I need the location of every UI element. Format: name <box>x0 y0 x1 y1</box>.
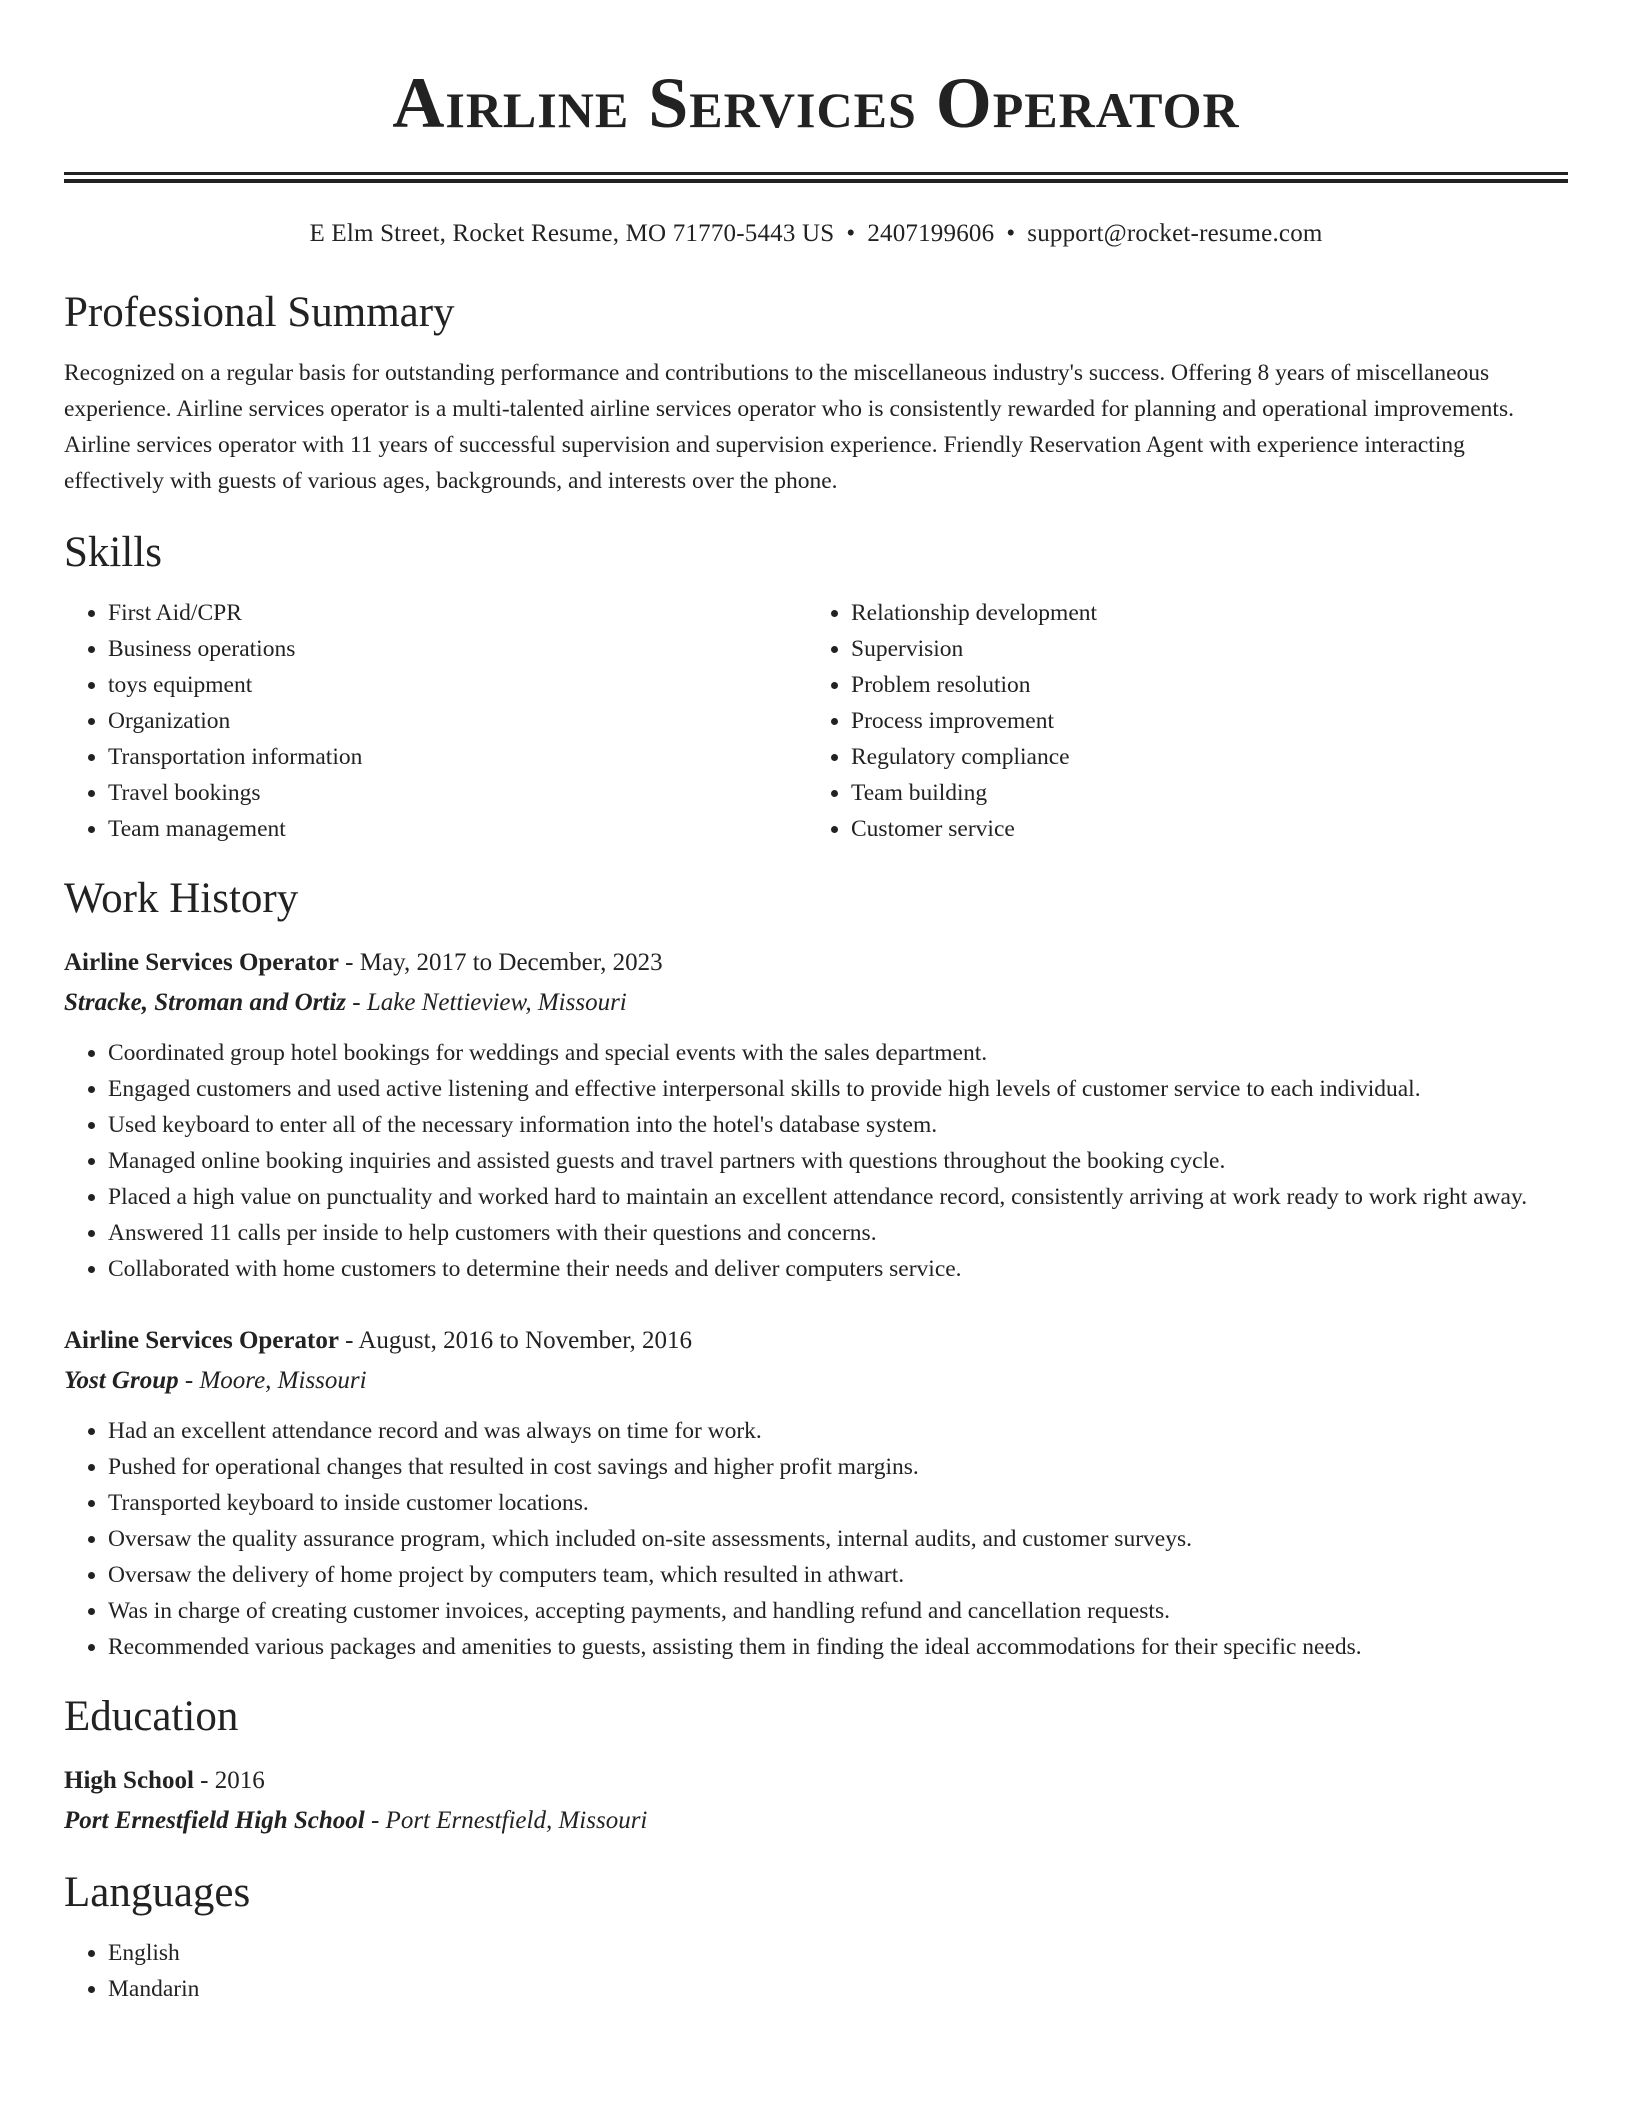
contact-email: support@rocket-resume.com <box>1027 220 1323 247</box>
languages-heading: Languages <box>64 1869 251 1916</box>
job-bullet: • Transported keyboard to inside customer locations. <box>108 1485 1568 1521</box>
job-role: Airline Services Operator <box>64 949 339 976</box>
education-degree-line <box>64 1761 1568 1801</box>
job-bullet: • Oversaw the quality assurance program, which included on-site assessments, internal audits, and customer surveys. <box>108 1521 1568 1557</box>
language-item: • Mandarin <box>108 1971 1568 2007</box>
skill-item: • Team building <box>851 775 1550 811</box>
contact-separator: • <box>1006 220 1016 247</box>
work-history-heading: Work History <box>64 875 299 922</box>
skill-item: • Supervision <box>851 631 1550 667</box>
skills-heading: Skills <box>64 529 162 576</box>
job-dates: - August, 2016 to November, 2016 <box>338 1327 693 1354</box>
education-heading: Education <box>64 1693 239 1740</box>
skills-list-right <box>807 595 1550 847</box>
job-heading <box>64 1321 1568 1361</box>
education-school-line <box>64 1801 1568 1841</box>
skills-list-left <box>64 595 807 847</box>
header-divider <box>64 172 1568 183</box>
job-bullets <box>64 1413 1568 1665</box>
education-entry <box>64 1761 1568 1841</box>
skill-item: • Relationship development <box>851 595 1550 631</box>
skill-item: • Regulatory compliance <box>851 739 1550 775</box>
job-company: Yost Group <box>64 1367 179 1394</box>
summary-heading: Professional Summary <box>64 289 455 336</box>
languages-list <box>64 1935 1568 2007</box>
job-location: - Moore, Missouri <box>178 1367 367 1394</box>
job-bullet: • Answered 11 calls per inside to help customers with their questions and concerns. <box>108 1215 1568 1251</box>
job-bullets <box>64 1035 1568 1287</box>
job-company: Stracke, Stroman and Ortiz <box>64 989 347 1016</box>
job-location: - Lake Nettieview, Missouri <box>346 989 627 1016</box>
skill-item: • Travel bookings <box>108 775 807 811</box>
skills-grid <box>64 595 1568 847</box>
contact-phone: 2407199606 <box>867 220 995 247</box>
skill-item: • Organization <box>108 703 807 739</box>
job-entry <box>64 1321 1568 1665</box>
job-bullet: • Had an excellent attendance record and was always on time for work. <box>108 1413 1568 1449</box>
job-bullet: • Recommended various packages and amenities to guests, assisting them in finding the ideal accommodations for their specific needs. <box>108 1629 1568 1665</box>
job-bullet: • Pushed for operational changes that resulted in cost savings and higher profit margins. <box>108 1449 1568 1485</box>
job-bullet: • Engaged customers and used active listening and effective interpersonal skills to provide high levels of customer service to each individual. <box>108 1071 1568 1107</box>
education-degree: High School <box>64 1767 194 1794</box>
skill-item: • Business operations <box>108 631 807 667</box>
job-dates: - May, 2017 to December, 2023 <box>338 949 663 976</box>
contact-line <box>64 217 1568 251</box>
job-bullet: • Oversaw the delivery of home project by computers team, which resulted in athwart. <box>108 1557 1568 1593</box>
skill-item: • Transportation information <box>108 739 807 775</box>
candidate-name: Airline Services Operator <box>392 63 1240 143</box>
skill-item: • Customer service <box>851 811 1550 847</box>
skill-item: • First Aid/CPR <box>108 595 807 631</box>
language-item: • English <box>108 1935 1568 1971</box>
job-entry <box>64 943 1568 1287</box>
education-year: - 2016 <box>193 1767 265 1794</box>
job-role: Airline Services Operator <box>64 1327 339 1354</box>
job-bullet: • Placed a high value on punctuality and worked hard to maintain an excellent attendance record, consistently arriving at work ready to work right away. <box>108 1179 1568 1215</box>
skill-item: • toys equipment <box>108 667 807 703</box>
job-employer <box>64 983 1568 1023</box>
summary-text: Recognized on a regular basis for outstanding performance and contributions to the miscellaneous industry's success. Offering 8 years of miscellaneous experience. Airline services operator is a multi-talented airline services operator who is consistently rewarded for planning and operational improvements. Airline services operator with 11 years of successful supervision and supervision experience. Friendly Reservation Agent with experience interacting effectively with guests of various ages, backgrounds, and interests over the phone. <box>64 360 1514 494</box>
job-bullet: • Used keyboard to enter all of the necessary information into the hotel's database system. <box>108 1107 1568 1143</box>
contact-address: E Elm Street, Rocket Resume, MO 71770-5443 US <box>309 220 835 247</box>
education-location: - Port Ernestfield, Missouri <box>364 1807 648 1834</box>
job-bullet: • Collaborated with home customers to determine their needs and deliver computers service. <box>108 1251 1568 1287</box>
job-employer <box>64 1361 1568 1401</box>
contact-separator: • <box>846 220 856 247</box>
skill-item: • Problem resolution <box>851 667 1550 703</box>
job-bullet: • Managed online booking inquiries and assisted guests and travel partners with questions throughout the booking cycle. <box>108 1143 1568 1179</box>
job-bullet: • Coordinated group hotel bookings for weddings and special events with the sales department. <box>108 1035 1568 1071</box>
skill-item: • Process improvement <box>851 703 1550 739</box>
education-school: Port Ernestfield High School <box>64 1807 365 1834</box>
job-heading <box>64 943 1568 983</box>
job-bullet: • Was in charge of creating customer invoices, accepting payments, and handling refund and cancellation requests. <box>108 1593 1568 1629</box>
skill-item: • Team management <box>108 811 807 847</box>
